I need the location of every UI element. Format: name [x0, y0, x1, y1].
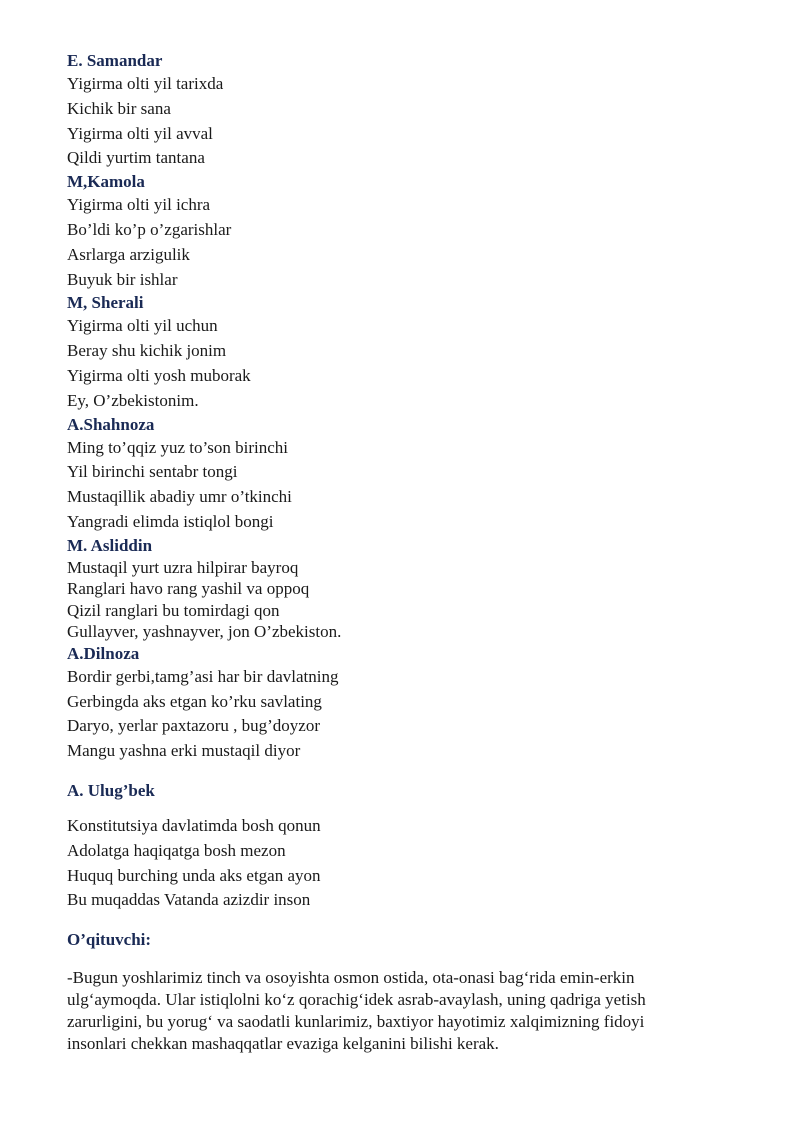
verse-line: Yil birinchi sentabr tongi — [67, 462, 238, 482]
teacher-paragraph — [67, 967, 727, 1055]
verse-line: Qizil ranglari bu tomirdagi qon — [67, 600, 280, 620]
verse-line: Qildi yurtim tantana — [67, 148, 205, 168]
verse-line: Daryo, yerlar paxtazoru , bug’doyzor — [67, 716, 321, 736]
speaker-heading: A.Shahnoza — [67, 414, 155, 434]
speaker-heading: M,Kamola — [67, 172, 145, 192]
verse-block — [67, 814, 747, 913]
paragraph-line: ulg‘aymoqda. Ular istiqlolni ko‘z qorachig‘idek asrab-avaylash, uning qadriga yetish — [67, 990, 646, 1010]
verse-line: Gerbingda aks etgan ko’rku savlating — [67, 691, 322, 711]
paragraph-line: zarurligini, bu yorug‘ va saodatli kunlarimiz, baxtiyor hayotimiz xalqimizning fidoyi — [67, 1012, 645, 1032]
verse-line: Yigirma olti yosh muborak — [67, 365, 251, 385]
verse-line: Ming to’qqiz yuz to’son birinchi — [67, 437, 288, 457]
verse-line: Buyuk bir ishlar — [67, 269, 178, 289]
verse-line: Kichik bir sana — [67, 98, 171, 118]
verse-block — [67, 557, 747, 643]
verse-line: Bordir gerbi,tamg’asi har bir davlatning — [67, 666, 339, 686]
verse-line: Yigirma olti yil avval — [67, 123, 213, 143]
verse-line: Gullayver, yashnayver, jon O’zbekiston. — [67, 622, 342, 642]
speaker-heading: A. Ulug’bek — [67, 780, 155, 800]
verse-line: Ey, O’zbekistonim. — [67, 390, 199, 410]
verse-line: Konstitutsiya davlatimda bosh qonun — [67, 815, 321, 835]
verse-line: Bu muqaddas Vatanda azizdir inson — [67, 890, 311, 910]
verse-block — [67, 665, 747, 764]
verse-line: Mustaqil yurt uzra hilpirar bayroq — [67, 557, 299, 577]
verse-line: Huquq burching unda aks etgan ayon — [67, 865, 321, 885]
verse-line: Beray shu kichik jonim — [67, 341, 227, 361]
paragraph-line: insonlari chekkan mashaqqatlar evaziga kelganini bilishi kerak. — [67, 1034, 499, 1054]
speaker-heading: A.Dilnoza — [67, 643, 140, 663]
verse-block — [67, 314, 747, 413]
teacher-heading: O’qituvchi: — [67, 930, 152, 950]
verse-line: Yigirma olti yil uchun — [67, 316, 218, 336]
verse-line: Mustaqillik abadiy umr o’tkinchi — [67, 487, 292, 507]
verse-line: Yigirma olti yil tarixda — [67, 74, 224, 93]
speaker-heading: M, Sherali — [67, 293, 144, 313]
speaker-heading: M. Asliddin — [67, 535, 153, 555]
speaker-heading: E. Samandar — [67, 51, 163, 70]
verse-line: Asrlarga arzigulik — [67, 244, 190, 264]
verse-line: Bo’ldi ko’p o’zgarishlar — [67, 219, 232, 239]
verse-line: Ranglari havo rang yashil va oppoq — [67, 579, 310, 599]
verse-line: Mangu yashna erki mustaqil diyor — [67, 741, 301, 761]
verse-line: Yangradi elimda istiqlol bongi — [67, 511, 274, 531]
paragraph-line: -Bugun yoshlarimiz tinch va osoyishta osmon ostida, ota-onasi bag‘rida emin-erkin — [67, 968, 635, 988]
verse-block — [67, 193, 747, 292]
verse-block — [67, 72, 747, 171]
verse-line: Adolatga haqiqatga bosh mezon — [67, 840, 286, 860]
document-content — [67, 50, 747, 1055]
verse-block — [67, 436, 747, 535]
verse-line: Yigirma olti yil ichra — [67, 195, 211, 215]
